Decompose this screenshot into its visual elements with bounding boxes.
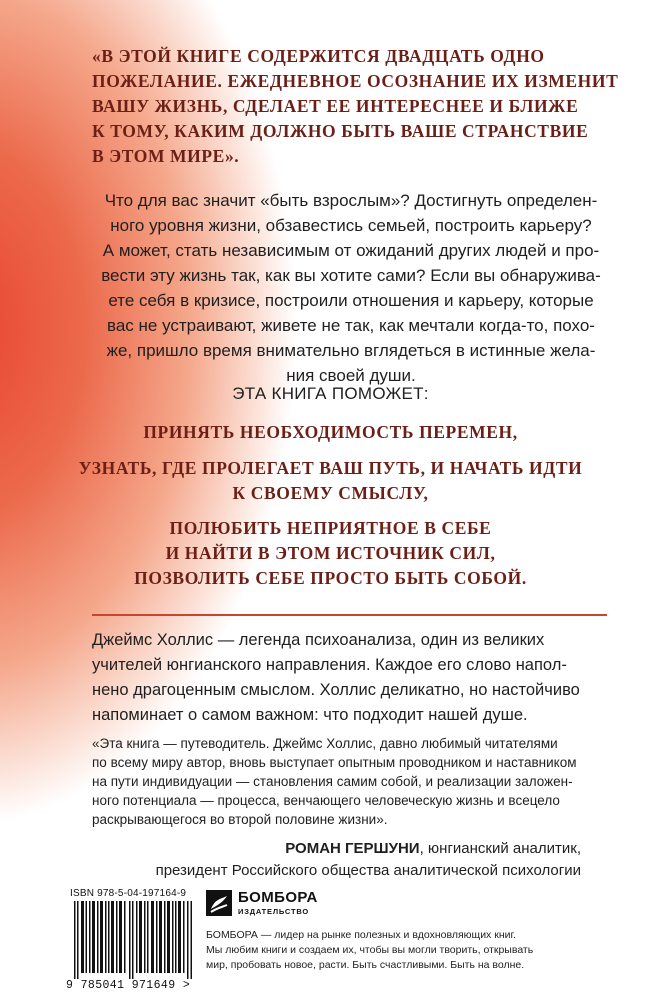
cover-quote-line: «В ЭТОЙ КНИГЕ СОДЕРЖИТСЯ ДВАДЦАТЬ ОДНО [92, 46, 545, 66]
benefit-line: ПОЛЮБИТЬ НЕПРИЯТНОЕ В СЕБЕ [169, 518, 492, 538]
bombora-logo-icon [206, 890, 232, 916]
barcode-digits: 9 785041 971649 > [66, 979, 191, 992]
intro-paragraph [92, 188, 610, 388]
cover-quote-line: ПОЖЕЛАНИЕ. ЕЖЕДНЕВНОЕ ОСОЗНАНИЕ ИХ ИЗМЕНИТ [92, 71, 619, 91]
cover-quote-line: К ТОМУ, КАКИМ ДОЛЖНО БЫТЬ ВАШЕ СТРАНСТВИЕ [92, 121, 589, 141]
publisher-logo-name: БОМБОРА [238, 889, 318, 906]
publisher-tagline-line: Мы любим книги и создаем их, чтобы вы могли творить, открывать [206, 944, 534, 956]
author-about [92, 628, 622, 728]
intro-line: же, пришло время внимательно вглядеться в истинные жела- [106, 341, 596, 360]
reviewer-title: президент Российского общества аналитической психологии [155, 862, 581, 879]
benefit-line: И НАЙТИ В ЭТОМ ИСТОЧНИК СИЛ, [165, 543, 496, 563]
review-line: «Эта книга — путеводитель. Джеймс Холлис, давно любимый читателями [92, 736, 558, 751]
intro-line: А может, стать независимым от ожиданий других людей и про- [102, 241, 600, 260]
divider [92, 614, 607, 616]
review-line: раскрывающегося во второй половине жизни». [92, 812, 388, 827]
review-line: по всему миру автор, вновь выступает опытным проводником и наставником [92, 755, 577, 770]
benefit-item [0, 566, 661, 591]
reviewer-line-1 [156, 838, 581, 860]
publisher-logo-subtitle: ИЗДАТЕЛЬСТВО [238, 907, 309, 916]
intro-line: вести эту жизнь так, как вы хотите сами? Если вы обнаружива- [101, 266, 601, 285]
about-line: учителей юнгианского направления. Каждое его слово напол- [92, 656, 567, 674]
intro-line: ете себя в кризисе, построили отношения и карьеру, которые [108, 291, 594, 310]
isbn-label: ISBN 978-5-04-197164-9 [70, 888, 187, 899]
about-line: напоминает о самом важном: что подходит нашей душе. [92, 706, 528, 724]
about-line: нено драгоценным смыслом. Холлис деликатно, но настойчиво [92, 681, 580, 699]
benefit-item [0, 420, 661, 445]
benefit-item [0, 516, 661, 566]
review-quote [92, 734, 622, 829]
intro-line: вас не устраивают, живете не так, как мечтали когда-то, похо- [107, 316, 595, 335]
intro-line: ного уровня жизни, обзавестись семьей, построить карьеру? [110, 216, 592, 235]
benefit-line: УЗНАТЬ, ГДЕ ПРОЛЕГАЕТ ВАШ ПУТЬ, И НАЧАТЬ ИДТИ [78, 458, 583, 478]
publisher-tagline-line: мир, пробовать новое, расти. Быть счастливыми. Быть на волне. [206, 959, 525, 971]
reviewer-role: , юнгианский аналитик, [419, 840, 581, 857]
intro-line: ния своей души. [286, 366, 416, 385]
intro-line: Что для вас значит «быть взрослым»? Достигнуть определен- [104, 191, 598, 210]
helps-heading: ЭТА КНИГА ПОМОЖЕТ: [232, 384, 429, 403]
benefit-line: ПОЗВОЛИТЬ СЕБЕ ПРОСТО БЫТЬ СОБОЙ. [134, 568, 527, 588]
publisher-tagline [206, 928, 646, 973]
benefit-line: К СВОЕМУ СМЫСЛУ, [232, 483, 429, 503]
about-line: Джеймс Холлис — легенда психоанализа, один из великих [92, 631, 545, 649]
benefit-line: ПРИНЯТЬ НЕОБХОДИМОСТЬ ПЕРЕМЕН, [143, 422, 518, 442]
publisher-tagline-line: БОМБОРА — лидер на рынке полезных и вдохновляющих книг. [206, 929, 516, 941]
reviewer-name: РОМАН ГЕРШУНИ [285, 840, 420, 857]
benefit-item [0, 456, 661, 506]
cover-quote-line: В ЭТОМ МИРЕ». [92, 146, 240, 166]
barcode-image [74, 901, 192, 979]
cover-quote [92, 44, 632, 169]
review-line: на пути индивидуации — становления самим собой, и реализации заложен- [92, 774, 573, 789]
reviewer-signature [156, 838, 581, 882]
cover-quote-line: ВАШУ ЖИЗНЬ, СДЕЛАЕТ ЕЕ ИНТЕРЕСНЕЕ И БЛИЖЕ [92, 96, 579, 116]
review-line: ного потенциала — процесса, венчающего человеческую жизнь и всецело [92, 793, 560, 808]
